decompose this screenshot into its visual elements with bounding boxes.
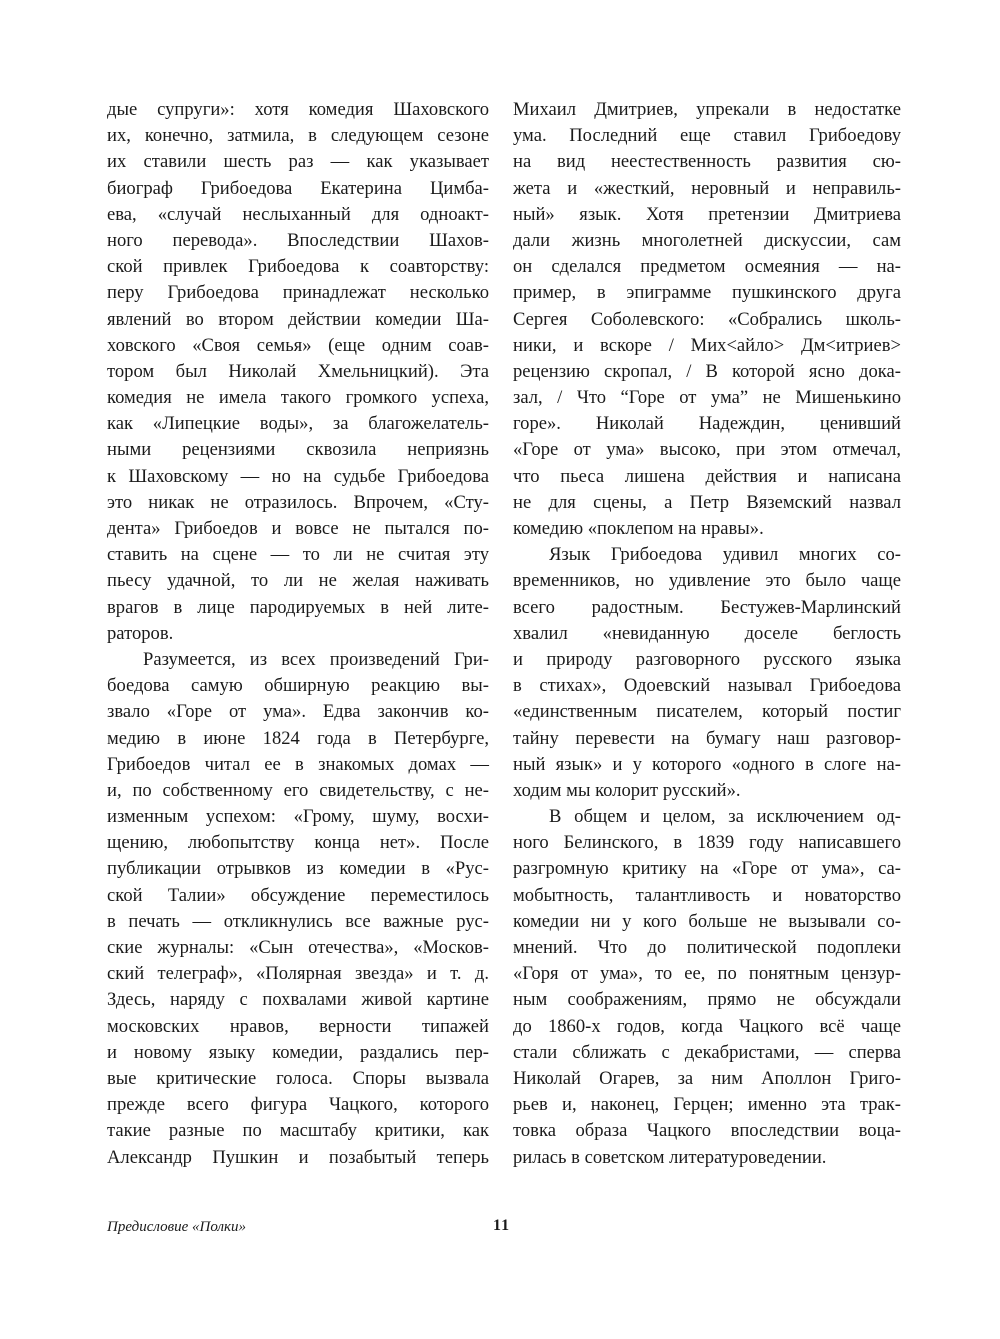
text-line: тором был Николай Хмельницкий). Эта [107,360,489,382]
text-line: тайну перевести на бумагу наш разговор- [513,727,901,749]
text-line: прежде всего фигура Чацкого, которого [107,1094,489,1116]
text-line: разгромную критику на «Горе от ума», са- [513,858,901,880]
text-line: Разумеется, из всех произведений Гри- [143,648,489,670]
text-line: это никак не отразилось. Впрочем, «Сту- [107,491,489,513]
text-line: рилась в советском литературоведении. [513,1146,827,1168]
text-line: как «Липецкие воды», за благожелатель- [107,413,489,435]
text-line: ховского «Своя семья» (еще одним соав- [107,334,489,356]
page-number: 11 [493,1217,511,1234]
text-line: «единственным писателем, который постиг [513,701,901,723]
text-line: Сергея Соболевского: «Собрались школь- [513,308,901,330]
text-line: рьев и, наконец, Герцен; именно эта трак- [513,1094,901,1116]
text-line: ский телеграф», «Полярная звезда» и т. д. [107,963,489,985]
text-line: боедова самую обширную реакцию вы- [107,675,489,697]
text-line: что пьеса лишена действия и написана [513,465,901,487]
text-line: ские журналы: «Сын отечества», «Москов- [107,937,489,958]
text-line: комедия не имела такого громкого успеха, [107,387,489,409]
text-line: «Горе от ума» высоко, при этом отмечал, [513,439,901,461]
text-line: комедию «поклепом на нравы». [513,518,764,539]
text-line: Александр Пушкин и позабытый теперь [107,1146,489,1168]
text-line: ными рецензиями сквозила неприязнь [107,439,489,461]
text-line: Здесь, наряду с похвалами живой картине [107,989,489,1011]
text-line: врагов в лице пародируемых в ней лите- [107,596,489,618]
text-line: пьесу удачной, то ли не желая наживать [107,570,489,592]
text-line: товка образа Чацкого впоследствии воца- [513,1120,901,1142]
text-line: жета и «жесткий, неровный и неправиль- [513,177,901,199]
text-line: мобытность, талантливость и новаторство [513,884,901,906]
text-line: дали жизнь многолетней дискуссии, сам [513,229,901,251]
text-line: такие разные по масштабу критики, как [107,1120,489,1142]
text-line: ного перевода». Впоследствии Шахов- [107,229,489,251]
text-line: перу Грибоедова принадлежат несколько [107,282,489,304]
text-line: медию в июне 1824 года в Петербурге, [107,727,489,749]
text-line: всего радостным. Бестужев-Марлинский [513,596,901,618]
text-line: «Горя от ума», то ее, по понятным цензур- [513,963,901,985]
running-footer-title: Предисловие «Полки» [107,1219,247,1235]
text-line: ской привлек Грибоедова к соавторству: [107,256,489,278]
left-text-column [107,97,489,1171]
text-line: ным соображениям, прямо не обсуждали [513,989,901,1011]
text-line: ного Белинского, в 1839 году написавшего [513,832,901,854]
text-line: ный» язык. Хотя претензии Дмитриева [513,203,901,225]
text-line: и новому языку комедии, раздались пер- [107,1041,489,1063]
text-line: биограф Грибоедова Екатерина Цимба- [107,177,489,199]
text-line: ники, и вскоре / Мих<айло> Дм<итриев> [513,334,901,356]
text-line: комедии ни у кого больше не вызывали со- [513,910,901,932]
text-line: вые критические голоса. Споры вызвала [107,1067,489,1089]
text-line: звало «Горе от ума». Едва закончив ко- [107,701,489,723]
text-line: хвалил «невиданную доселе беглость [513,622,901,644]
text-line: ный язык» и у которого «одного в слоге на- [513,753,901,775]
text-line: зал, / Что “Горе от ума” не Мишенькино [513,387,901,409]
text-line: рецензию скропал, / В которой ясно дока- [513,360,901,382]
right-text-column [513,97,901,1171]
text-line: Грибоедов читал ее в знакомых домах — [107,753,489,775]
text-line: ставить на сцене — то ли не считая эту [107,544,489,566]
text-line: горе». Николай Надеждин, ценивший [513,413,901,435]
text-line: Николай Огарев, за ним Аполлон Григо- [513,1067,901,1089]
text-line: пример, в эпиграмме пушкинского друга [513,282,901,304]
text-line: мнений. Что до политической подоплеки [513,937,901,958]
text-line: щению, любопытству конца нет». После [107,832,489,854]
text-line: их, конечно, затмила, в следующем сезоне [107,125,489,147]
text-line: на вид неестественность развития сю- [513,151,901,173]
text-line: изменным успехом: «Грому, шуму, восхи- [107,806,489,828]
text-line: ума. Последний еще ставил Грибоедову [513,125,901,147]
text-line: до 1860-х годов, когда Чацкого всё чаще [513,1015,901,1037]
text-line: дента» Грибоедов и вовсе не пытался по- [107,518,489,539]
text-line: в стихах», Одоевский называл Грибоедова [513,675,901,697]
text-line: он сделался предметом осмеяния — на- [513,256,901,278]
text-line: Михаил Дмитриев, упрекали в недостатке [513,99,901,120]
text-line: к Шаховскому — но на судьбе Грибоедова [107,465,489,487]
text-line: их ставили шесть раз — как указывает [107,151,489,173]
text-line: В общем и целом, за исключением од- [549,806,901,828]
text-line: ской Талии» обсуждение переместилось [107,884,489,906]
text-line: дые супруги»: хотя комедия Шаховского [107,99,489,120]
text-line: временников, но удивление это было чаще [513,570,901,592]
text-line: не для сцены, а Петр Вяземский назвал [513,491,901,513]
text-line: в печать — откликнулись все важные рус- [107,910,489,932]
text-line: и, по собственному его свидетельству, с не- [107,779,489,801]
text-line: ева, «случай неслыханный для одноакт- [107,203,489,225]
text-line: публикации отрывков из комедии в «Рус- [107,858,489,880]
text-line: ходим мы колорит русский». [513,779,741,801]
text-line: стали сближать с декабристами, — сперва [513,1041,901,1063]
text-line: и природу разговорного русского языка [513,648,901,670]
text-line: Язык Грибоедова удивил многих со- [549,544,901,566]
text-line: московских нравов, верности типажей [107,1015,489,1037]
text-line: раторов. [107,622,174,644]
text-line: явлений во втором действии комедии Ша- [107,308,489,330]
